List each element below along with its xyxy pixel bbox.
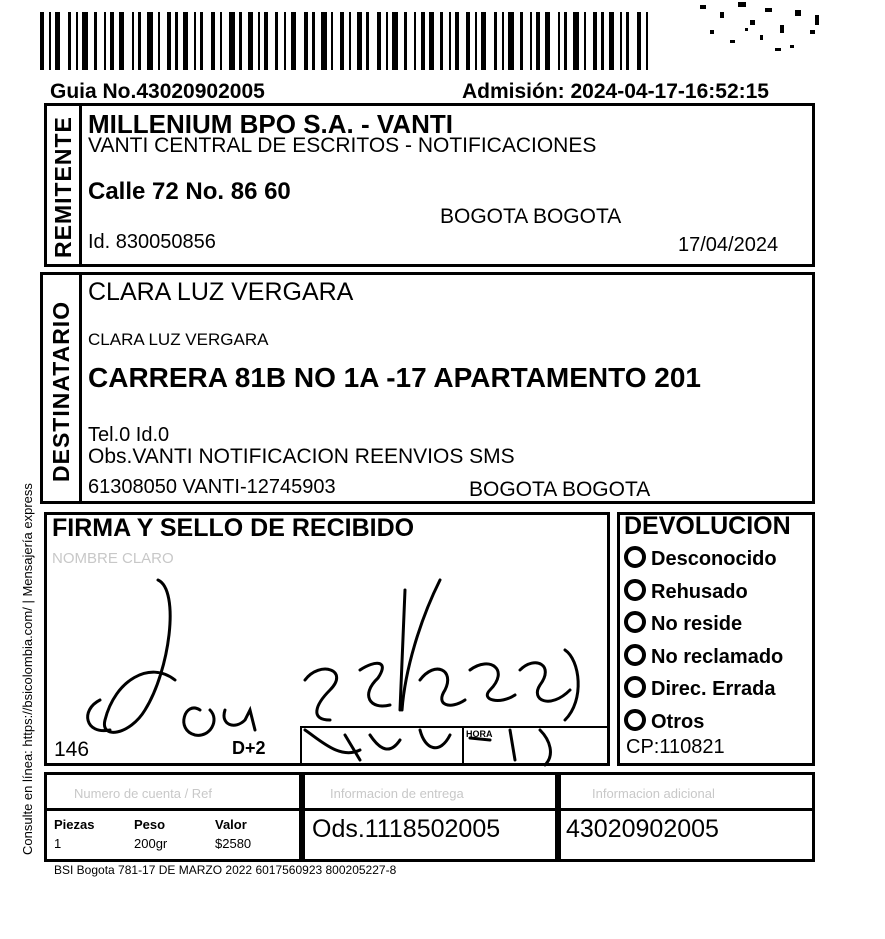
barcode-bar xyxy=(76,12,78,70)
barcode-bar xyxy=(357,12,362,70)
barcode-bar xyxy=(175,12,178,70)
barcode-bar xyxy=(564,12,567,70)
barcode-bar xyxy=(466,12,470,70)
barcode-bar xyxy=(609,12,614,70)
radio-icon xyxy=(624,579,646,601)
barcode-bar xyxy=(349,12,351,70)
handwritten-signature xyxy=(60,560,610,770)
barcode-bar xyxy=(558,12,560,70)
destinatario-address: CARRERA 81B NO 1A -17 APARTAMENTO 201 xyxy=(88,362,702,393)
option-no-reside[interactable]: No reside xyxy=(624,608,783,641)
barcode-bar xyxy=(49,12,51,70)
barcode-bar xyxy=(248,12,253,70)
piezas-label: Piezas xyxy=(54,817,95,832)
barcode-bar xyxy=(211,12,215,70)
barcode-bar xyxy=(449,12,451,70)
barcode-bar xyxy=(284,12,286,70)
footer-legal-text: BSI Bogota 781-17 DE MARZO 2022 6017560923 800205227-8 xyxy=(54,863,397,877)
firma-hora-label: HORA xyxy=(466,729,493,739)
footer-guia-number: 43020902005 xyxy=(566,815,719,843)
destinatario-tel: Tel.0 Id.0 xyxy=(88,424,170,446)
destinatario-name-small: CLARA LUZ VERGARA xyxy=(88,330,269,349)
devolucion-title: DEVOLUCION xyxy=(624,512,791,540)
radio-icon xyxy=(624,611,646,633)
piezas-value: 1 xyxy=(54,836,62,851)
barcode-bar xyxy=(194,12,196,70)
barcode-bar xyxy=(304,12,308,70)
barcode-bar xyxy=(386,12,388,70)
option-no-reclamado[interactable]: No reclamado xyxy=(624,641,783,674)
barcode-bar xyxy=(440,12,443,70)
barcode xyxy=(40,0,660,75)
remitente-city: BOGOTA BOGOTA xyxy=(440,205,622,228)
remitente-department: VANTI CENTRAL DE ESCRITOS - NOTIFICACIONES xyxy=(88,134,597,157)
barcode-bar xyxy=(593,12,597,70)
barcode-bar xyxy=(646,12,648,70)
barcode-bar xyxy=(414,12,416,70)
barcode-bar xyxy=(94,12,97,70)
barcode-bar xyxy=(321,12,327,70)
barcode-bar xyxy=(331,12,333,70)
destinatario-label: DESTINATARIO xyxy=(48,300,74,482)
remitente-company: MILLENIUM BPO S.A. - VANTI xyxy=(88,109,453,139)
destinatario-obs: Obs.VANTI NOTIFICACION REENVIOS SMS xyxy=(88,445,515,468)
remitente-label: REMITENTE xyxy=(50,116,76,258)
ods-number: Ods.1118502005 xyxy=(312,815,501,843)
devolucion-options xyxy=(624,543,783,738)
barcode-bar xyxy=(584,12,586,70)
barcode-bar xyxy=(183,12,188,70)
admision-timestamp: Admisión: 2024-04-17-16:52:15 xyxy=(462,80,769,103)
barcode-bar xyxy=(508,12,514,70)
barcode-bar xyxy=(291,12,296,70)
barcode-bar xyxy=(119,12,124,70)
barcode-bar xyxy=(167,12,171,70)
barcode-bar xyxy=(147,12,153,70)
side-consulte-text: Consulte en línea: https://bsicolombia.com/ | Mensajería express xyxy=(20,483,35,855)
firma-day-label: D+2 xyxy=(232,738,266,758)
firma-code: 146 xyxy=(54,738,90,761)
remitente-id: Id. 830050856 xyxy=(88,231,216,253)
footer-faint-header-3: Informacion adicional xyxy=(592,786,715,801)
barcode-bar xyxy=(158,12,160,70)
firma-title: FIRMA Y SELLO DE RECIBIDO xyxy=(52,514,415,542)
barcode-bar xyxy=(200,12,203,70)
barcode-bar xyxy=(312,12,315,70)
barcode-bar xyxy=(229,12,235,70)
barcode-bar xyxy=(239,12,242,70)
barcode-bar xyxy=(455,12,459,70)
barcode-bar xyxy=(104,12,106,70)
barcode-bar xyxy=(220,12,222,70)
option-rehusado[interactable]: Rehusado xyxy=(624,576,783,609)
barcode-bar xyxy=(275,12,278,70)
barcode-bar xyxy=(637,12,641,70)
remitente-address: Calle 72 No. 86 60 xyxy=(88,178,291,205)
barcode-bar xyxy=(573,12,579,70)
barcode-bar xyxy=(481,12,486,70)
barcode-bar xyxy=(475,12,477,70)
barcode-bar xyxy=(494,12,497,70)
peso-value: 200gr xyxy=(134,836,168,851)
barcode-bar xyxy=(620,12,622,70)
barcode-bar xyxy=(340,12,344,70)
barcode-bar xyxy=(536,12,540,70)
barcode-bar xyxy=(520,12,523,70)
barcode-bar xyxy=(82,12,88,70)
radio-icon xyxy=(624,709,646,731)
option-desconocido[interactable]: Desconocido xyxy=(624,543,783,576)
remitente-date: 17/04/2024 xyxy=(678,234,779,256)
barcode-bar xyxy=(429,12,434,70)
barcode-bar xyxy=(626,12,629,70)
valor-label: Valor xyxy=(215,817,247,832)
firma-faint-label: NOMBRE CLARO xyxy=(52,550,174,567)
barcode-bar xyxy=(530,12,532,70)
barcode-bar xyxy=(404,12,407,70)
barcode-bar xyxy=(68,12,71,70)
option-otros[interactable]: Otros xyxy=(624,706,783,739)
barcode-bar xyxy=(138,12,141,70)
peso-label: Peso xyxy=(134,817,166,832)
barcode-bar xyxy=(110,12,114,70)
guia-number: Guia No.43020902005 xyxy=(50,80,265,103)
barcode-bar xyxy=(377,12,381,70)
valor-value: $2580 xyxy=(215,836,252,851)
barcode-bar xyxy=(132,12,134,70)
destinatario-name: CLARA LUZ VERGARA xyxy=(88,278,354,306)
destinatario-ref: 61308050 VANTI-12745903 xyxy=(88,476,336,498)
footer-divider xyxy=(44,808,815,811)
footer-faint-header-1: Numero de cuenta / Ref xyxy=(74,786,213,801)
option-direc-errada[interactable]: Direc. Errada xyxy=(624,673,783,706)
barcode-bar xyxy=(392,12,398,70)
devolucion-cp: CP:110821 xyxy=(626,736,725,758)
barcode-bar xyxy=(502,12,504,70)
barcode-bar xyxy=(40,12,44,70)
destinatario-city: BOGOTA BOGOTA xyxy=(469,478,651,501)
barcode-bar xyxy=(545,12,550,70)
barcode-bar xyxy=(421,12,425,70)
radio-icon xyxy=(624,676,646,698)
barcode-bar xyxy=(264,12,268,70)
radio-icon xyxy=(624,546,646,568)
barcode-bar xyxy=(601,12,604,70)
barcode-bar xyxy=(366,12,369,70)
barcode-bar xyxy=(55,12,60,70)
radio-icon xyxy=(624,644,646,666)
footer-faint-header-2: Informacion de entrega xyxy=(330,786,464,801)
barcode-bar xyxy=(258,12,260,70)
barcode-noise xyxy=(690,0,830,60)
